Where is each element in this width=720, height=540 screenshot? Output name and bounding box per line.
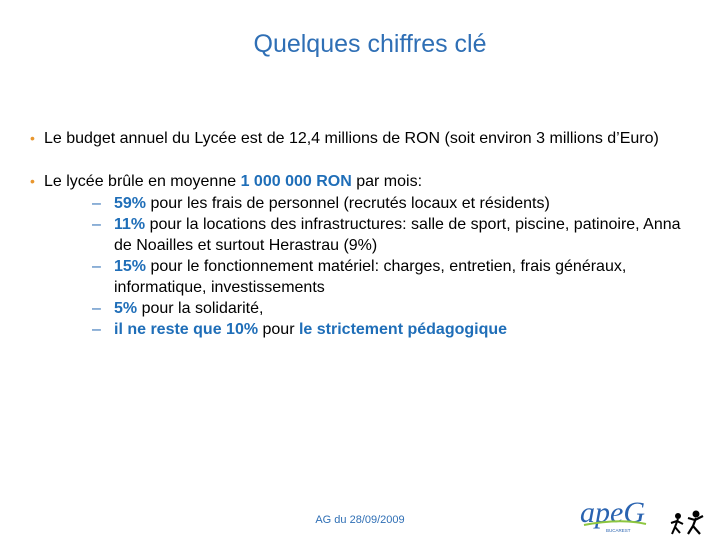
- spend-breakdown-list: [44, 193, 690, 340]
- dash-icon: –: [92, 258, 101, 275]
- logo-subtext: BUCAREST: [606, 528, 631, 533]
- dash-icon: –: [92, 195, 101, 212]
- remaining-percent: il ne reste que 10%: [114, 321, 259, 338]
- footer-date: AG du 28/09/2009: [315, 514, 405, 526]
- bullet-budget-text: Le budget annuel du Lycée est de 12,4 millions de RON (soit environ 3 millions d’Euro): [44, 130, 659, 147]
- logo-text: apeG: [580, 496, 645, 529]
- list-item: [44, 193, 690, 214]
- item-text: pour les frais de personnel (recrutés locaux et résidents): [146, 195, 550, 212]
- item-percent: 15%: [114, 258, 147, 275]
- item-percent: 11%: [114, 216, 146, 233]
- list-item: [44, 214, 690, 256]
- item-text: pour la locations des infrastructures: salle de sport, piscine, patinoire, Anna de Noailles et surtout Herastrau (9%): [114, 216, 681, 254]
- bullet-budget: [30, 128, 690, 149]
- bullet-dot-icon: •: [30, 173, 35, 189]
- apeg-logo: [580, 494, 714, 538]
- bullet-monthly-prefix: Le lycée brûle en moyenne: [44, 173, 241, 190]
- children-running-icon: [671, 511, 703, 535]
- item-percent: 5%: [114, 300, 138, 317]
- item-percent: 59%: [114, 195, 147, 212]
- dash-icon: –: [92, 300, 101, 317]
- dash-icon: –: [92, 216, 101, 233]
- item-text: pour la solidarité,: [137, 300, 264, 317]
- bullet-monthly-spend: [30, 171, 690, 340]
- slide-content: [30, 128, 690, 362]
- monthly-amount: 1 000 000 RON: [240, 173, 352, 190]
- pedagogique-label: le strictement pédagogique: [298, 321, 508, 338]
- list-item: [44, 256, 690, 298]
- item-text: pour: [258, 321, 299, 338]
- bullet-dot-icon: •: [30, 130, 35, 146]
- slide-title: Quelques chiffres clé: [253, 30, 487, 58]
- dash-icon: –: [92, 321, 101, 338]
- item-text: pour le fonctionnement matériel: charges, entretien, frais généraux, informatique, investissements: [114, 258, 627, 296]
- list-item: [44, 298, 690, 319]
- bullet-monthly-suffix: par mois:: [351, 173, 423, 190]
- list-item-pedagogique: [44, 319, 690, 340]
